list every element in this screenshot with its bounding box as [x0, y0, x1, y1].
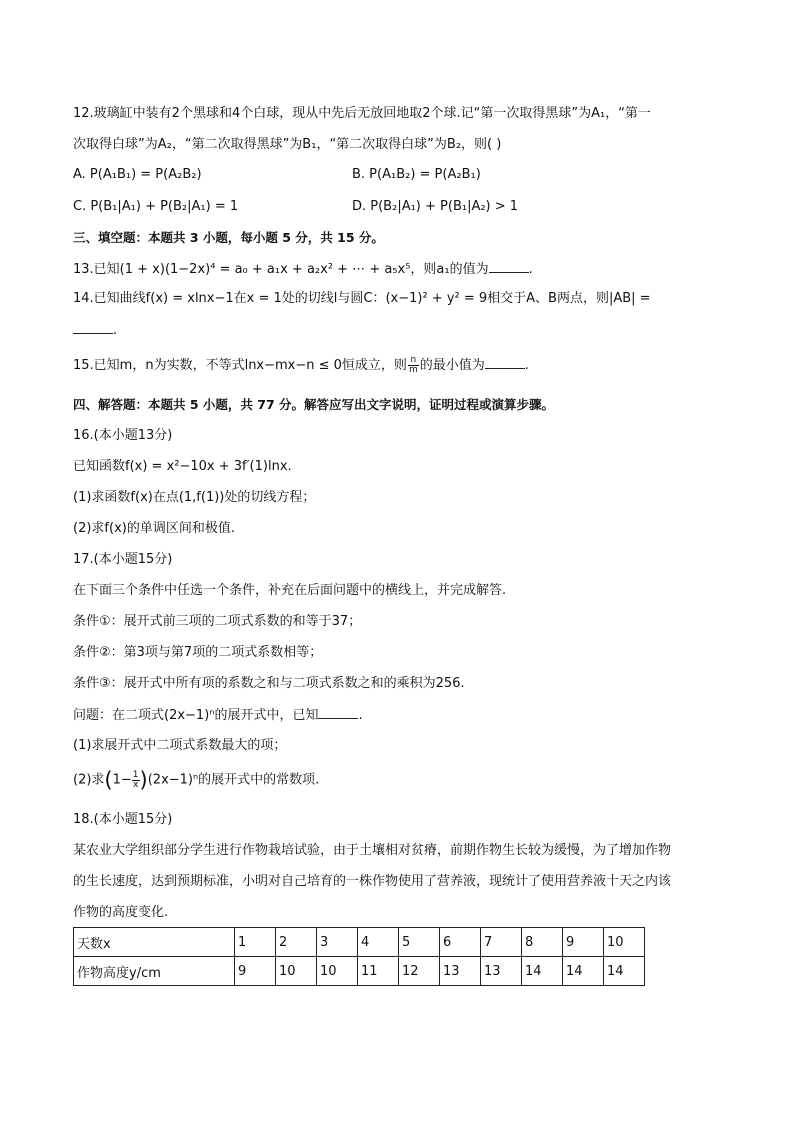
table-cell: 6: [440, 928, 481, 957]
q14-line1: 14.已知曲线f(x) = xlnx−1在x = 1处的切线l与圆C：(x−1)² + y² = 9相交于A、B两点，则|AB| =: [73, 291, 651, 306]
table-cell: 10: [317, 957, 358, 986]
table-cell: 9: [563, 928, 604, 957]
q14-period: .: [113, 323, 118, 338]
section-answer-heading: 四、解答题：本题共 5 小题，共 77 分。解答应写出文字说明，证明过程或演算步骤。: [73, 397, 555, 412]
table-cell: 13: [440, 957, 481, 986]
table-header-days: 天数x: [74, 928, 235, 957]
q12-option-c: C. P(B₁|A₁) + P(B₂|A₁) = 1: [73, 199, 239, 214]
q13-period: .: [528, 262, 533, 277]
q13-text: 13.已知(1 + x)(1−2x)⁴ = a₀ + a₁x + a₂x² + ⋯ + a₅x⁵，则a₁的值为: [73, 262, 489, 277]
q17-part1: (1)求展开式中二项式系数最大的项；: [73, 738, 287, 753]
q18-line1: 某农业大学组织部分学生进行作物栽培试验，由于土壤相对贫瘠，前期作物生长较为缓慢，为了增加作物: [73, 843, 672, 858]
section-fill-in-heading: 三、填空题：本题共 3 小题，每小题 5 分，共 15 分。: [73, 230, 384, 245]
q12-line2: 次取得白球”为A₂，“第二次取得黑球”为B₁，“第二次取得白球”为B₂，则( ): [73, 137, 502, 152]
table-cell: 8: [522, 928, 563, 957]
q12-option-d: D. P(B₂|A₁) + P(B₁|A₂) > 1: [352, 199, 519, 214]
q16-stem: 已知函数f(x) = x²−10x + 3f′(1)lnx.: [73, 459, 292, 474]
q17-fraction-den: x: [133, 779, 139, 790]
table-cell: 3: [317, 928, 358, 957]
q12-option-a: A. P(A₁B₁) = P(A₂B₂): [73, 167, 202, 182]
q17-question: [73, 706, 363, 725]
q16-heading: 16.(本小题13分): [73, 428, 173, 443]
table-cell: 13: [481, 957, 522, 986]
table-cell: 14: [563, 957, 604, 986]
q17-part2-text: (2)求: [73, 772, 105, 788]
q17-condition2: 条件②：第3项与第7项的二项式系数相等；: [73, 645, 323, 660]
q15-fraction-num: n: [408, 356, 419, 366]
q17-right-paren: ): [139, 768, 148, 792]
table-cell: 7: [481, 928, 522, 957]
q18-line3: 作物的高度变化.: [73, 905, 169, 920]
q15-answer-blank: [485, 356, 525, 369]
table-cell: 5: [399, 928, 440, 957]
q17-left-paren: (: [104, 768, 113, 792]
q17-frac-left: 1−: [112, 772, 132, 788]
q17-fraction-num: 1: [132, 769, 139, 780]
q14-line2: [73, 321, 117, 340]
table-row-height: [74, 957, 645, 986]
q15-period: .: [524, 358, 529, 373]
table-cell: 1: [235, 928, 276, 957]
q18-heading: 18.(本小题15分): [73, 812, 173, 827]
table-cell: 2: [276, 928, 317, 957]
q16-part1: (1)求函数f(x)在点(1,f(1))处的切线方程；: [73, 490, 316, 505]
table-row-days: [74, 928, 645, 957]
q17-heading: 17.(本小题15分): [73, 552, 173, 567]
q17-part2: [73, 767, 319, 794]
q17-question-text: 问题：在二项式(2x−1)ⁿ的展开式中，已知: [73, 708, 319, 723]
q14-answer-blank: [73, 321, 113, 334]
q15-fraction-den: m: [408, 365, 418, 375]
q15-fraction: [408, 356, 419, 375]
table-cell: 14: [522, 957, 563, 986]
q17-stem: 在下面三个条件中任选一个条件，补充在后面问题中的横线上，并完成解答.: [73, 583, 507, 598]
table-cell: 10: [276, 957, 317, 986]
q15-text-mid: 的最小值为: [419, 358, 485, 373]
q17-fraction: [132, 771, 140, 790]
q17-condition1: 条件①：展开式前三项的二项式系数的和等于37；: [73, 614, 362, 629]
table-cell: 12: [399, 957, 440, 986]
q17-period: .: [358, 708, 363, 723]
q17-part2-tail: (2x−1)ⁿ的展开式中的常数项.: [147, 772, 320, 788]
q12-line1: 12.玻璃缸中装有2个黑球和4个白球，现从中先后无放回地取2个球.记“第一次取得黑球”为A₁，“第一: [73, 106, 651, 121]
q17-condition3: 条件③：展开式中所有项的系数之和与二项式系数之和的乘积为256.: [73, 676, 465, 691]
table-cell: 11: [358, 957, 399, 986]
table-header-height: 作物高度y/cm: [74, 957, 235, 986]
table-cell: 9: [235, 957, 276, 986]
q16-part2: (2)求f(x)的单调区间和极值.: [73, 521, 235, 536]
q12-option-b: B. P(A₁B₂) = P(A₂B₁): [352, 167, 481, 182]
q18-line2: 的生长速度，达到预期标准，小明对自己培育的一株作物使用了营养液，现统计了使用营养液十天之内该: [73, 874, 672, 889]
table-cell: 4: [358, 928, 399, 957]
q13-answer-blank: [489, 260, 529, 273]
q17-answer-blank: [318, 706, 358, 719]
table-cell: 10: [604, 928, 645, 957]
q13-line: [73, 260, 533, 279]
q15-text: 15.已知m，n为实数，不等式lnx−mx−n ≤ 0恒成立，则: [73, 358, 407, 373]
q18-data-table: [73, 927, 645, 986]
table-cell: 14: [604, 957, 645, 986]
q15-line: [73, 356, 529, 375]
